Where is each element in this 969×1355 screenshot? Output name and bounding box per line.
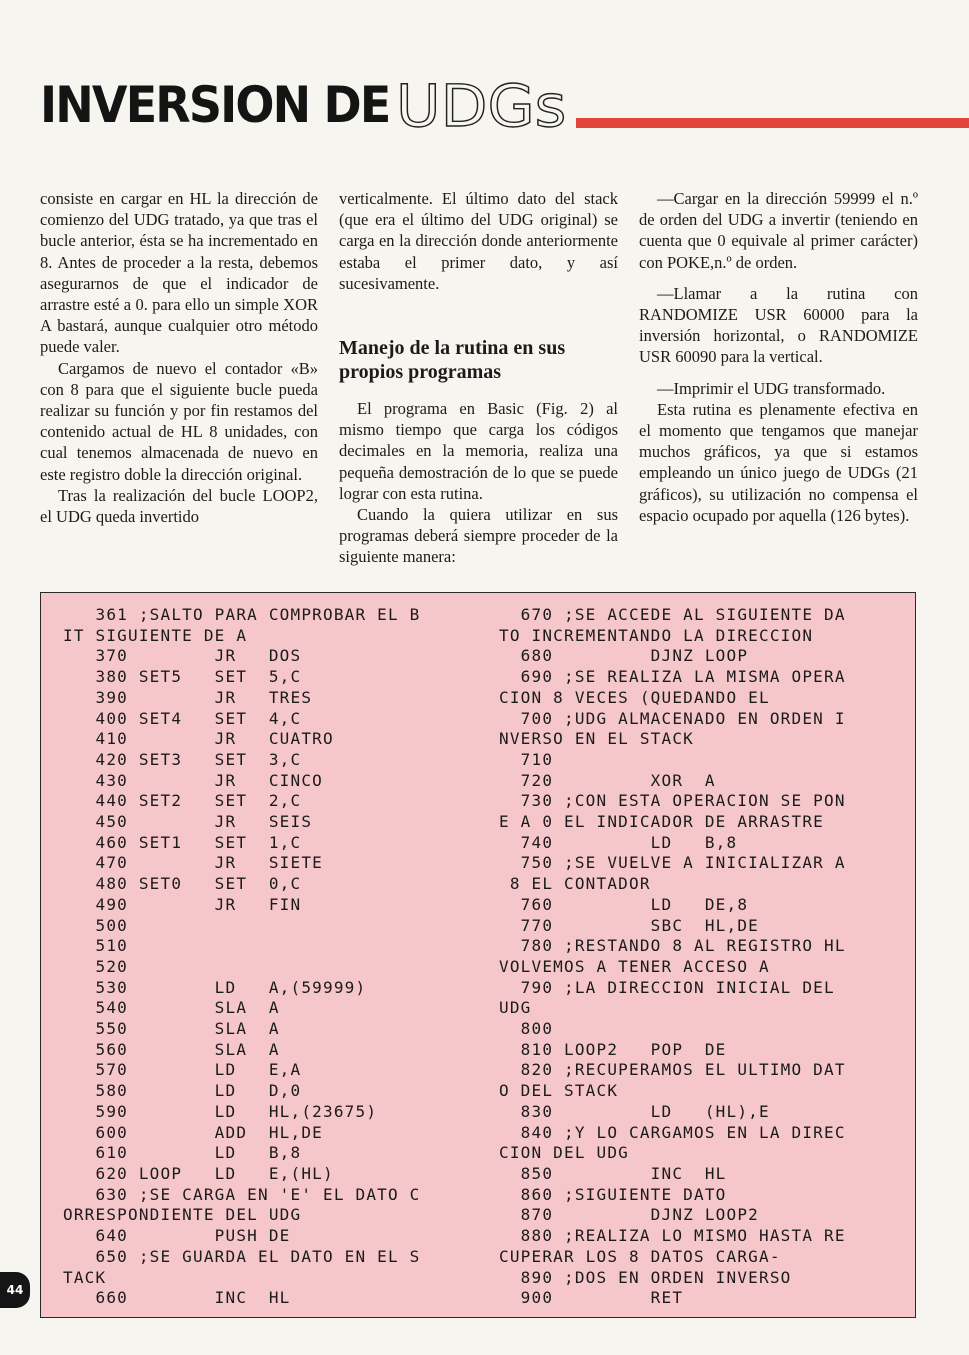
col3-paragraph: —Imprimir el UDG transformado. — [657, 378, 886, 398]
code-line: UDG — [499, 998, 532, 1018]
col1-paragraph: consiste en cargar en HL la dirección de comienzo del UDG tratado, ya que tras el bucle anterior, ésta se ha incrementado en 8. Antes de proceder a la resta, debemos asegurarnos de que el indicador de arrastre esté a 0. para ello un simple XOR A bastará, aunque cualquier otro método puede valer. — [40, 189, 318, 357]
section-subheading: Manejo de la rutina en sus propios programas — [339, 337, 566, 384]
code-line: 870 DJNZ LOOP2 — [499, 1205, 759, 1225]
code-line: CION DEL UDG — [499, 1143, 629, 1163]
code-line: 730 ;CON ESTA OPERACION SE PON — [499, 791, 846, 811]
code-line: IT SIGUIENTE DE A — [63, 625, 248, 645]
code-line: 710 — [499, 749, 554, 769]
code-line: 490 JR FIN — [63, 894, 302, 914]
code-line: 440 SET2 SET 2,C — [63, 791, 302, 811]
code-line: 610 LD B,8 — [63, 1143, 302, 1163]
code-line: 500 — [63, 915, 128, 935]
code-line: 800 — [499, 1019, 554, 1039]
code-line: 580 LD D,0 — [63, 1081, 302, 1101]
code-line: 820 ;RECUPERAMOS EL ULTIMO DAT — [499, 1060, 846, 1080]
code-line: CION 8 VECES (QUEDANDO EL — [499, 687, 770, 707]
code-line: 850 INC HL — [499, 1163, 727, 1183]
code-line: ORRESPONDIENTE DEL UDG — [63, 1205, 302, 1225]
code-line: 660 INC HL — [63, 1288, 291, 1308]
col2-paragraph: Cuando la quiera utilizar en sus programas deberá siempre proceder de la siguiente manera: — [339, 505, 618, 567]
text-column-1 — [40, 188, 318, 527]
code-line: 460 SET1 SET 1,C — [63, 832, 302, 852]
code-line: 480 SET0 SET 0,C — [63, 874, 302, 894]
code-line: 670 ;SE ACCEDE AL SIGUIENTE DA — [499, 605, 846, 624]
code-line: 361 ;SALTO PARA COMPROBAR EL B — [63, 605, 421, 624]
code-line: 650 ;SE GUARDA EL DATO EN EL S — [63, 1246, 421, 1266]
code-line: TO INCREMENTANDO LA DIRECCION — [499, 625, 814, 645]
title-bold-text: INVERSION DE — [40, 76, 390, 134]
code-line: 630 ;SE CARGA EN 'E' EL DATO C — [63, 1184, 421, 1204]
col2-paragraph: verticalmente. El último dato del stack (que era el último del UDG original) se carga en la dirección donde anteriormente estaba el primer dato, y así sucesivamente. — [339, 189, 618, 293]
title-outline-text: UDGs — [396, 72, 567, 140]
code-line: 390 JR TRES — [63, 687, 313, 707]
code-line: 450 JR SEIS — [63, 812, 313, 832]
code-line: 790 ;LA DIRECCION INICIAL DEL — [499, 977, 835, 997]
col3-paragraph: Esta rutina es plenamente efectiva en el momento que tengamos que manejar muchos gráficos, ya que si estamos empleando un único juego de UDGs (21 gráficos), su utilización no compensa el espacio ocupado por aquella (126 bytes). — [639, 399, 918, 525]
code-line: O DEL STACK — [499, 1081, 619, 1101]
text-column-2 — [339, 188, 618, 568]
code-line: 740 LD B,8 — [499, 832, 738, 852]
code-line: VOLVEMOS A TENER ACCESO A — [499, 956, 770, 976]
code-line: 620 LOOP LD E,(HL) — [63, 1163, 334, 1183]
code-line: 410 JR CUATRO — [63, 729, 334, 749]
code-listing-box — [40, 592, 916, 1318]
col1-paragraph: Cargamos de nuevo el contador «B» con 8 para que el siguiente bucle pueda realizar su función y por fin restamos del contenido actual de HL 8 unidades, con cual tenemos almacenada de nuevo en este registro doble la dirección original. — [40, 358, 318, 484]
code-line: 8 EL CONTADOR — [499, 874, 651, 894]
col3-paragraph: —Cargar en la dirección 59999 el n.º de orden del UDG a invertir (teniendo en cuenta que 0 equivale al primer carácter) con POKE,n.º de orden. — [639, 189, 918, 272]
code-line: 690 ;SE REALIZA LA MISMA OPERA — [499, 667, 846, 687]
code-line: TACK — [63, 1267, 107, 1287]
code-line: 470 JR SIETE — [63, 853, 323, 873]
code-line: 540 SLA A — [63, 998, 280, 1018]
code-line: 400 SET4 SET 4,C — [63, 708, 302, 728]
title-rule — [576, 118, 969, 128]
code-line: 560 SLA A — [63, 1039, 280, 1059]
code-line: 840 ;Y LO CARGAMOS EN LA DIREC — [499, 1122, 846, 1142]
code-line: 750 ;SE VUELVE A INICIALIZAR A — [499, 853, 846, 873]
code-line: E A 0 EL INDICADOR DE ARRASTRE — [499, 812, 824, 832]
article-title — [40, 70, 969, 140]
code-line: 720 XOR A — [499, 770, 716, 790]
code-line: 430 JR CINCO — [63, 770, 323, 790]
code-line: 770 SBC HL,DE — [499, 915, 759, 935]
code-line: 860 ;SIGUIENTE DATO — [499, 1184, 727, 1204]
code-line: 900 RET — [499, 1288, 684, 1308]
code-line: 700 ;UDG ALMACENADO EN ORDEN I — [499, 708, 846, 728]
code-line: 550 SLA A — [63, 1019, 280, 1039]
code-listing-left — [63, 605, 483, 1309]
code-line: 890 ;DOS EN ORDEN INVERSO — [499, 1267, 792, 1287]
code-line: 380 SET5 SET 5,C — [63, 667, 302, 687]
code-line: 640 PUSH DE — [63, 1226, 291, 1246]
code-line: 880 ;REALIZA LO MISMO HASTA RE — [499, 1226, 846, 1246]
text-column-3 — [639, 188, 918, 526]
code-line: 420 SET3 SET 3,C — [63, 749, 302, 769]
page-number: 44 — [0, 1272, 30, 1308]
col2-paragraph: El programa en Basic (Fig. 2) al mismo tiempo que carga los códigos decimales en la memoria, realiza una pequeña demostración de lo que se puede lograr con esta rutina. — [339, 399, 618, 503]
code-line: 680 DJNZ LOOP — [499, 646, 749, 666]
col3-paragraph: —Llamar a la rutina con RANDOMIZE USR 60000 para la inversión horizontal, o RANDOMIZE USR 60090 para la vertical. — [639, 283, 918, 367]
code-line: 520 — [63, 956, 128, 976]
code-line: 600 ADD HL,DE — [63, 1122, 323, 1142]
code-line: 810 LOOP2 POP DE — [499, 1039, 727, 1059]
code-line: 530 LD A,(59999) — [63, 977, 367, 997]
code-line: 570 LD E,A — [63, 1060, 302, 1080]
code-line: 760 LD DE,8 — [499, 894, 749, 914]
code-line: 510 — [63, 936, 128, 956]
code-line: 830 LD (HL),E — [499, 1101, 770, 1121]
code-line: 370 JR DOS — [63, 646, 302, 666]
code-line: NVERSO EN EL STACK — [499, 729, 694, 749]
code-line: 590 LD HL,(23675) — [63, 1101, 378, 1121]
code-line: 780 ;RESTANDO 8 AL REGISTRO HL — [499, 936, 846, 956]
col1-paragraph: Tras la realización del bucle LOOP2, el UDG queda invertido — [40, 485, 318, 527]
code-listing-right — [499, 605, 909, 1309]
code-line: CUPERAR LOS 8 DATOS CARGA- — [499, 1246, 781, 1266]
